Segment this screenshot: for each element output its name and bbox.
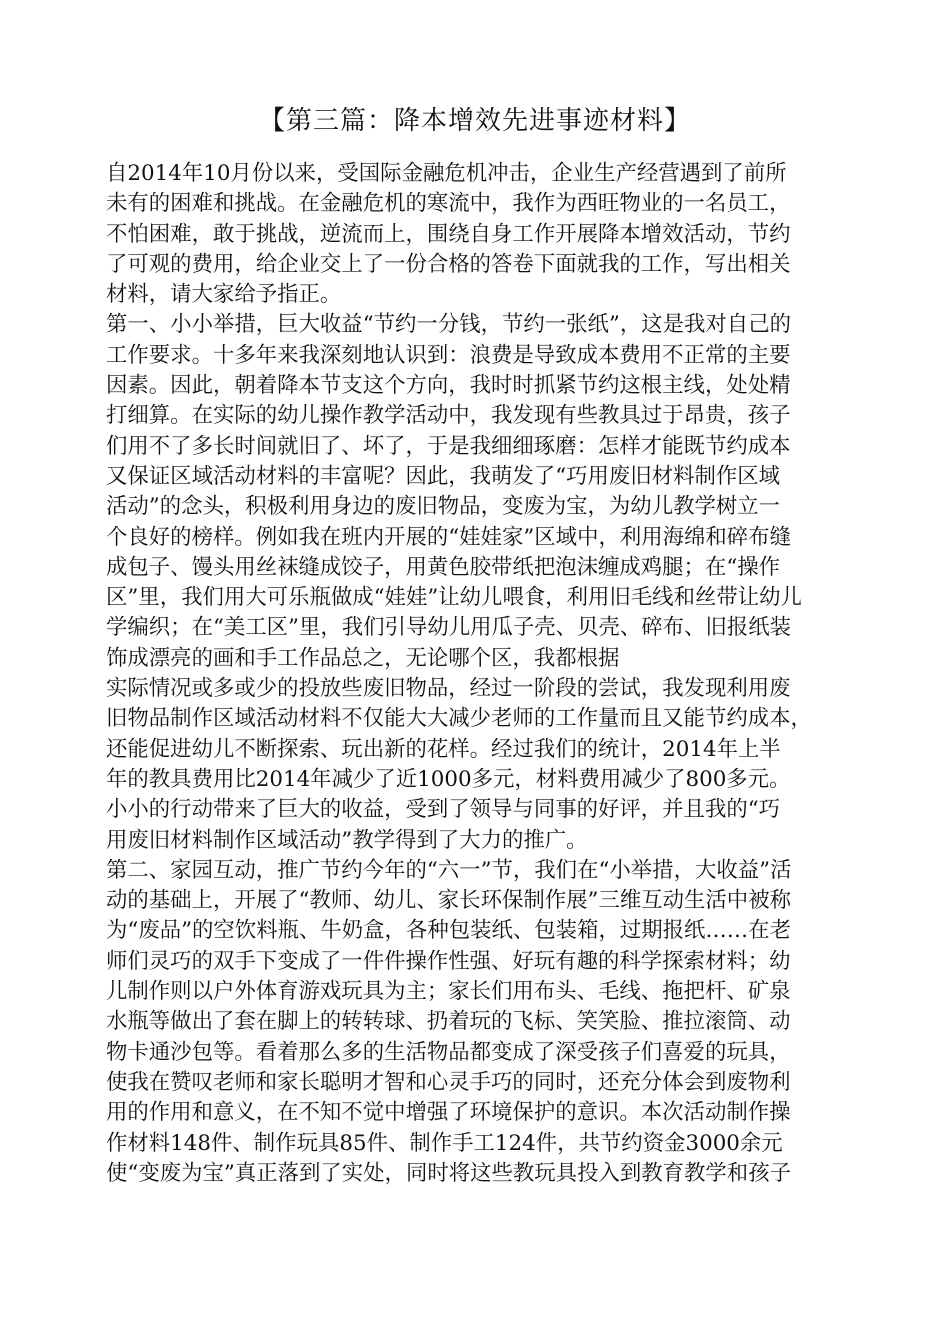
body-text-line: 年的教具费用比2014年减少了近1000多元，材料费用减少了800多元。 xyxy=(106,766,791,792)
body-text-line: 成包子、馒头用丝袜缝成饺子，用黄色胶带纸把泡沫缠成鸡腿；在“操作 xyxy=(106,554,781,580)
body-text-line: 区”里，我们用大可乐瓶做成“娃娃”让幼儿喂食，利用旧毛线和丝带让幼儿 xyxy=(106,585,802,611)
body-text-line: 饰成漂亮的画和手工作品总之，无论哪个区，我都根据 xyxy=(106,645,620,671)
body-text-line: 旧物品制作区域活动材料不仅能大大减少老师的工作量而且又能节约成本， xyxy=(106,706,812,732)
body-text-line: 第二、家园互动，推广节约今年的“六一”节，我们在“小举措，大收益”活 xyxy=(106,857,792,883)
body-text-line: 使我在赞叹老师和家长聪明才智和心灵手巧的同时，还充分体会到废物利 xyxy=(106,1069,791,1095)
body-text-line: 工作要求。十多年来我深刻地认识到：浪费是导致成本费用不正常的主要 xyxy=(106,342,791,368)
body-text-line: 师们灵巧的双手下变成了一件件操作性强、好玩有趣的科学探索材料；幼 xyxy=(106,948,791,974)
body-text-line: 学编织；在“美工区”里，我们引导幼儿用瓜子壳、贝壳、碎布、旧报纸装 xyxy=(106,615,791,641)
body-text-line: 个良好的榜样。例如我在班内开展的“娃娃家”区域中，利用海绵和碎布缝 xyxy=(106,524,791,550)
document-title: 【第三篇：降本增效先进事迹材料】 xyxy=(258,106,691,136)
body-text-line: 用的作用和意义，在不知不觉中增强了环境保护的意识。本次活动制作操 xyxy=(106,1100,791,1126)
body-text-line: 了可观的费用，给企业交上了一份合格的答卷下面就我的工作，写出相关 xyxy=(106,251,791,277)
body-text-line: 用废旧材料制作区域活动”教学得到了大力的推广。 xyxy=(106,827,588,853)
body-text-line: 使“变废为宝”真正落到了实处，同时将这些教玩具投入到教育教学和孩子 xyxy=(106,1160,791,1186)
body-text-line: 未有的困难和挑战。在金融危机的寒流中，我作为西旺物业的一名员工， xyxy=(106,191,791,217)
body-text-line: 打细算。在实际的幼儿操作教学活动中，我发现有些教具过于昂贵，孩子 xyxy=(106,403,791,429)
body-text-line: 材料，请大家给予指正。 xyxy=(106,282,342,308)
body-text-line: 动的基础上，开展了“教师、幼儿、家长环保制作展”三维互动生活中被称 xyxy=(106,888,791,914)
body-text-line: 第一、小小举措，巨大收益“节约一分钱，节约一张纸”，这是我对自己的 xyxy=(106,312,791,338)
body-text-line: 小小的行动带来了巨大的收益，受到了领导与同事的好评，并且我的“巧 xyxy=(106,797,781,823)
body-text-line: 为“废品”的空饮料瓶、牛奶盒，各种包装纸、包装箱，过期报纸……在老 xyxy=(106,918,791,944)
body-text-line: 儿制作则以户外体育游戏玩具为主；家长们用布头、毛线、拖把杆、矿泉 xyxy=(106,979,791,1005)
body-text-line: 不怕困难，敢于挑战，逆流而上，围绕自身工作开展降本增效活动，节约 xyxy=(106,221,791,247)
body-text-line: 物卡通沙包等。看着那么多的生活物品都变成了深受孩子们喜爱的玩具， xyxy=(106,1039,791,1065)
body-text-line: 自2014年10月份以来，受国际金融危机冲击，企业生产经营遇到了前所 xyxy=(106,161,787,186)
body-text-line: 还能促进幼儿不断探索、玩出新的花样。经过我们的统计，2014年上半 xyxy=(106,736,781,762)
body-text-line: 实际情况或多或少的投放些废旧物品，经过一阶段的尝试，我发现利用废 xyxy=(106,676,791,702)
body-text-line: 水瓶等做出了套在脚上的转转球、扔着玩的飞标、笑笑脸、推拉滚筒、动 xyxy=(106,1009,791,1035)
body-text-line: 又保证区域活动材料的丰富呢？因此，我萌发了“巧用废旧材料制作区域 xyxy=(106,463,781,489)
body-text-line: 们用不了多长时间就旧了、坏了，于是我细细琢磨：怎样才能既节约成本 xyxy=(106,433,791,459)
body-text-line: 活动”的念头，积极利用身边的废旧物品，变废为宝，为幼儿教学树立一 xyxy=(106,494,781,520)
body-text-line: 作材料148件、制作玩具85件、制作手工124件，共节约资金3000余元 xyxy=(106,1130,783,1156)
body-text-line: 因素。因此，朝着降本节支这个方向，我时时抓紧节约这根主线，处处精 xyxy=(106,373,791,399)
document-body xyxy=(106,159,866,1189)
